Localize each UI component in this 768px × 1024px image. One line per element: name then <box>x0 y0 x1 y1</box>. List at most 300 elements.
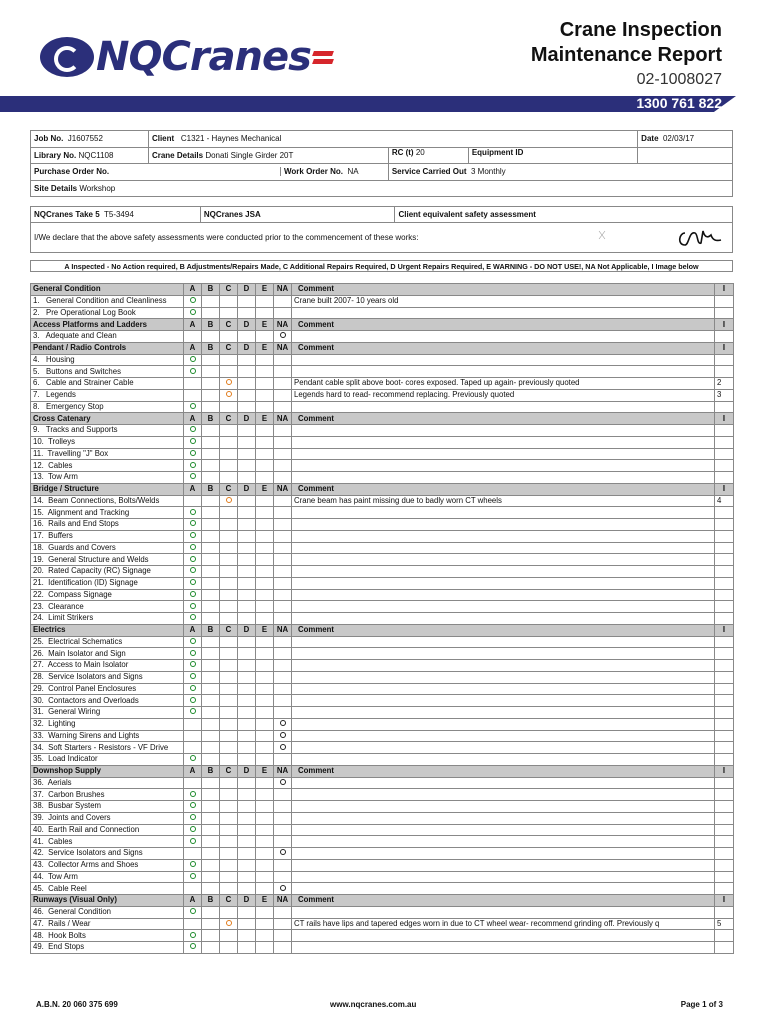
status-cell-na[interactable] <box>274 918 292 930</box>
status-cell-c[interactable] <box>220 295 238 307</box>
status-cell-na[interactable] <box>274 801 292 813</box>
status-cell-d[interactable] <box>238 824 256 836</box>
status-cell-a[interactable] <box>184 930 202 942</box>
comment-cell[interactable] <box>292 883 715 895</box>
status-cell-c[interactable] <box>220 530 238 542</box>
comment-cell[interactable] <box>292 848 715 860</box>
status-cell-na[interactable] <box>274 648 292 660</box>
comment-cell[interactable]: CT rails have lips and tapered edges worn in due to CT wheel wear- recommend grinding off. Previously q <box>292 918 715 930</box>
status-cell-c[interactable] <box>220 542 238 554</box>
comment-cell[interactable] <box>292 906 715 918</box>
status-cell-e[interactable] <box>256 460 274 472</box>
status-cell-d[interactable] <box>238 942 256 954</box>
status-cell-b[interactable] <box>202 883 220 895</box>
comment-cell[interactable] <box>292 530 715 542</box>
status-cell-b[interactable] <box>202 448 220 460</box>
comment-cell[interactable] <box>292 930 715 942</box>
status-cell-e[interactable] <box>256 859 274 871</box>
comment-cell[interactable] <box>292 366 715 378</box>
status-cell-na[interactable] <box>274 859 292 871</box>
status-cell-a[interactable] <box>184 331 202 343</box>
comment-cell[interactable] <box>292 671 715 683</box>
status-cell-d[interactable] <box>238 648 256 660</box>
status-cell-a[interactable] <box>184 519 202 531</box>
status-cell-a[interactable] <box>184 836 202 848</box>
status-cell-a[interactable] <box>184 695 202 707</box>
status-cell-c[interactable] <box>220 354 238 366</box>
status-cell-d[interactable] <box>238 401 256 413</box>
status-cell-a[interactable] <box>184 425 202 437</box>
comment-cell[interactable] <box>292 636 715 648</box>
status-cell-na[interactable] <box>274 577 292 589</box>
status-cell-e[interactable] <box>256 307 274 319</box>
status-cell-c[interactable] <box>220 566 238 578</box>
comment-cell[interactable] <box>292 577 715 589</box>
status-cell-c[interactable] <box>220 401 238 413</box>
status-cell-e[interactable] <box>256 730 274 742</box>
comment-cell[interactable]: Crane built 2007- 10 years old <box>292 295 715 307</box>
status-cell-na[interactable] <box>274 601 292 613</box>
status-cell-d[interactable] <box>238 883 256 895</box>
status-cell-b[interactable] <box>202 331 220 343</box>
status-cell-c[interactable] <box>220 777 238 789</box>
status-cell-a[interactable] <box>184 777 202 789</box>
status-cell-e[interactable] <box>256 366 274 378</box>
status-cell-na[interactable] <box>274 707 292 719</box>
status-cell-d[interactable] <box>238 707 256 719</box>
status-cell-b[interactable] <box>202 613 220 625</box>
status-cell-b[interactable] <box>202 718 220 730</box>
status-cell-b[interactable] <box>202 472 220 484</box>
comment-cell[interactable] <box>292 542 715 554</box>
status-cell-b[interactable] <box>202 460 220 472</box>
status-cell-a[interactable] <box>184 671 202 683</box>
status-cell-d[interactable] <box>238 660 256 672</box>
status-cell-b[interactable] <box>202 848 220 860</box>
status-cell-d[interactable] <box>238 554 256 566</box>
status-cell-na[interactable] <box>274 671 292 683</box>
status-cell-c[interactable] <box>220 389 238 401</box>
status-cell-e[interactable] <box>256 707 274 719</box>
comment-cell[interactable] <box>292 554 715 566</box>
status-cell-na[interactable] <box>274 883 292 895</box>
status-cell-b[interactable] <box>202 730 220 742</box>
status-cell-na[interactable] <box>274 448 292 460</box>
comment-cell[interactable] <box>292 824 715 836</box>
status-cell-a[interactable] <box>184 601 202 613</box>
status-cell-d[interactable] <box>238 472 256 484</box>
status-cell-na[interactable] <box>274 906 292 918</box>
status-cell-b[interactable] <box>202 354 220 366</box>
comment-cell[interactable] <box>292 730 715 742</box>
status-cell-d[interactable] <box>238 683 256 695</box>
status-cell-c[interactable] <box>220 801 238 813</box>
status-cell-d[interactable] <box>238 789 256 801</box>
status-cell-c[interactable] <box>220 366 238 378</box>
status-cell-a[interactable] <box>184 812 202 824</box>
status-cell-c[interactable] <box>220 589 238 601</box>
status-cell-b[interactable] <box>202 519 220 531</box>
status-cell-a[interactable] <box>184 354 202 366</box>
status-cell-a[interactable] <box>184 389 202 401</box>
status-cell-c[interactable] <box>220 718 238 730</box>
status-cell-e[interactable] <box>256 401 274 413</box>
status-cell-b[interactable] <box>202 636 220 648</box>
comment-cell[interactable] <box>292 707 715 719</box>
status-cell-e[interactable] <box>256 777 274 789</box>
status-cell-c[interactable] <box>220 436 238 448</box>
status-cell-na[interactable] <box>274 472 292 484</box>
status-cell-b[interactable] <box>202 707 220 719</box>
comment-cell[interactable] <box>292 777 715 789</box>
status-cell-d[interactable] <box>238 859 256 871</box>
status-cell-a[interactable] <box>184 530 202 542</box>
status-cell-a[interactable] <box>184 718 202 730</box>
status-cell-c[interactable] <box>220 871 238 883</box>
status-cell-a[interactable] <box>184 801 202 813</box>
status-cell-e[interactable] <box>256 871 274 883</box>
status-cell-e[interactable] <box>256 472 274 484</box>
status-cell-e[interactable] <box>256 613 274 625</box>
status-cell-d[interactable] <box>238 378 256 390</box>
status-cell-a[interactable] <box>184 378 202 390</box>
status-cell-na[interactable] <box>274 683 292 695</box>
status-cell-c[interactable] <box>220 859 238 871</box>
status-cell-c[interactable] <box>220 883 238 895</box>
status-cell-b[interactable] <box>202 366 220 378</box>
status-cell-d[interactable] <box>238 366 256 378</box>
comment-cell[interactable] <box>292 307 715 319</box>
status-cell-a[interactable] <box>184 472 202 484</box>
comment-cell[interactable] <box>292 871 715 883</box>
comment-cell[interactable] <box>292 425 715 437</box>
status-cell-b[interactable] <box>202 589 220 601</box>
status-cell-b[interactable] <box>202 425 220 437</box>
status-cell-na[interactable] <box>274 566 292 578</box>
status-cell-a[interactable] <box>184 742 202 754</box>
status-cell-d[interactable] <box>238 718 256 730</box>
status-cell-d[interactable] <box>238 906 256 918</box>
status-cell-c[interactable] <box>220 789 238 801</box>
status-cell-c[interactable] <box>220 577 238 589</box>
status-cell-b[interactable] <box>202 436 220 448</box>
status-cell-d[interactable] <box>238 331 256 343</box>
comment-cell[interactable] <box>292 801 715 813</box>
comment-cell[interactable] <box>292 942 715 954</box>
status-cell-d[interactable] <box>238 754 256 766</box>
status-cell-d[interactable] <box>238 601 256 613</box>
status-cell-c[interactable] <box>220 554 238 566</box>
status-cell-d[interactable] <box>238 495 256 507</box>
status-cell-b[interactable] <box>202 918 220 930</box>
status-cell-a[interactable] <box>184 918 202 930</box>
status-cell-e[interactable] <box>256 648 274 660</box>
comment-cell[interactable] <box>292 401 715 413</box>
status-cell-d[interactable] <box>238 777 256 789</box>
comment-cell[interactable] <box>292 683 715 695</box>
comment-cell[interactable] <box>292 836 715 848</box>
status-cell-a[interactable] <box>184 789 202 801</box>
comment-cell[interactable] <box>292 472 715 484</box>
status-cell-b[interactable] <box>202 542 220 554</box>
status-cell-d[interactable] <box>238 354 256 366</box>
status-cell-d[interactable] <box>238 848 256 860</box>
status-cell-d[interactable] <box>238 613 256 625</box>
status-cell-c[interactable] <box>220 507 238 519</box>
status-cell-e[interactable] <box>256 519 274 531</box>
status-cell-d[interactable] <box>238 389 256 401</box>
status-cell-e[interactable] <box>256 331 274 343</box>
status-cell-a[interactable] <box>184 507 202 519</box>
status-cell-d[interactable] <box>238 671 256 683</box>
status-cell-b[interactable] <box>202 906 220 918</box>
status-cell-a[interactable] <box>184 495 202 507</box>
status-cell-c[interactable] <box>220 730 238 742</box>
comment-cell[interactable] <box>292 742 715 754</box>
status-cell-e[interactable] <box>256 566 274 578</box>
comment-cell[interactable] <box>292 436 715 448</box>
status-cell-d[interactable] <box>238 460 256 472</box>
status-cell-a[interactable] <box>184 754 202 766</box>
comment-cell[interactable] <box>292 519 715 531</box>
status-cell-c[interactable] <box>220 613 238 625</box>
status-cell-b[interactable] <box>202 777 220 789</box>
status-cell-c[interactable] <box>220 707 238 719</box>
status-cell-na[interactable] <box>274 307 292 319</box>
status-cell-a[interactable] <box>184 448 202 460</box>
status-cell-a[interactable] <box>184 554 202 566</box>
status-cell-b[interactable] <box>202 660 220 672</box>
status-cell-e[interactable] <box>256 883 274 895</box>
status-cell-b[interactable] <box>202 401 220 413</box>
status-cell-a[interactable] <box>184 942 202 954</box>
status-cell-a[interactable] <box>184 566 202 578</box>
status-cell-e[interactable] <box>256 354 274 366</box>
status-cell-d[interactable] <box>238 566 256 578</box>
comment-cell[interactable] <box>292 718 715 730</box>
status-cell-e[interactable] <box>256 848 274 860</box>
status-cell-na[interactable] <box>274 836 292 848</box>
status-cell-e[interactable] <box>256 577 274 589</box>
status-cell-b[interactable] <box>202 801 220 813</box>
status-cell-d[interactable] <box>238 507 256 519</box>
comment-cell[interactable] <box>292 566 715 578</box>
status-cell-b[interactable] <box>202 836 220 848</box>
status-cell-d[interactable] <box>238 812 256 824</box>
status-cell-c[interactable] <box>220 812 238 824</box>
status-cell-d[interactable] <box>238 836 256 848</box>
status-cell-a[interactable] <box>184 648 202 660</box>
status-cell-b[interactable] <box>202 530 220 542</box>
status-cell-na[interactable] <box>274 589 292 601</box>
status-cell-e[interactable] <box>256 836 274 848</box>
status-cell-e[interactable] <box>256 448 274 460</box>
status-cell-e[interactable] <box>256 683 274 695</box>
status-cell-a[interactable] <box>184 436 202 448</box>
status-cell-c[interactable] <box>220 425 238 437</box>
status-cell-a[interactable] <box>184 707 202 719</box>
status-cell-d[interactable] <box>238 519 256 531</box>
status-cell-e[interactable] <box>256 801 274 813</box>
comment-cell[interactable] <box>292 460 715 472</box>
comment-cell[interactable] <box>292 812 715 824</box>
status-cell-b[interactable] <box>202 789 220 801</box>
status-cell-b[interactable] <box>202 683 220 695</box>
comment-cell[interactable] <box>292 695 715 707</box>
status-cell-e[interactable] <box>256 742 274 754</box>
status-cell-d[interactable] <box>238 695 256 707</box>
status-cell-e[interactable] <box>256 671 274 683</box>
status-cell-e[interactable] <box>256 906 274 918</box>
status-cell-na[interactable] <box>274 519 292 531</box>
status-cell-d[interactable] <box>238 577 256 589</box>
status-cell-b[interactable] <box>202 742 220 754</box>
status-cell-a[interactable] <box>184 307 202 319</box>
status-cell-a[interactable] <box>184 871 202 883</box>
status-cell-na[interactable] <box>274 366 292 378</box>
status-cell-d[interactable] <box>238 436 256 448</box>
status-cell-c[interactable] <box>220 836 238 848</box>
status-cell-b[interactable] <box>202 754 220 766</box>
status-cell-a[interactable] <box>184 460 202 472</box>
status-cell-a[interactable] <box>184 848 202 860</box>
status-cell-a[interactable] <box>184 401 202 413</box>
status-cell-e[interactable] <box>256 718 274 730</box>
status-cell-na[interactable] <box>274 436 292 448</box>
status-cell-na[interactable] <box>274 871 292 883</box>
status-cell-a[interactable] <box>184 295 202 307</box>
status-cell-d[interactable] <box>238 589 256 601</box>
status-cell-e[interactable] <box>256 812 274 824</box>
status-cell-c[interactable] <box>220 660 238 672</box>
status-cell-b[interactable] <box>202 378 220 390</box>
status-cell-c[interactable] <box>220 460 238 472</box>
status-cell-na[interactable] <box>274 495 292 507</box>
status-cell-na[interactable] <box>274 530 292 542</box>
status-cell-c[interactable] <box>220 683 238 695</box>
status-cell-na[interactable] <box>274 812 292 824</box>
status-cell-e[interactable] <box>256 754 274 766</box>
status-cell-na[interactable] <box>274 754 292 766</box>
status-cell-a[interactable] <box>184 542 202 554</box>
status-cell-b[interactable] <box>202 566 220 578</box>
status-cell-c[interactable] <box>220 601 238 613</box>
comment-cell[interactable] <box>292 789 715 801</box>
status-cell-b[interactable] <box>202 389 220 401</box>
status-cell-na[interactable] <box>274 777 292 789</box>
comment-cell[interactable] <box>292 648 715 660</box>
status-cell-e[interactable] <box>256 789 274 801</box>
status-cell-a[interactable] <box>184 906 202 918</box>
status-cell-b[interactable] <box>202 695 220 707</box>
comment-cell[interactable] <box>292 448 715 460</box>
status-cell-na[interactable] <box>274 660 292 672</box>
status-cell-na[interactable] <box>274 401 292 413</box>
status-cell-d[interactable] <box>238 425 256 437</box>
comment-cell[interactable] <box>292 859 715 871</box>
status-cell-d[interactable] <box>238 930 256 942</box>
website-link[interactable]: www.nqcranes.com.au <box>330 1000 417 1009</box>
status-cell-c[interactable] <box>220 930 238 942</box>
status-cell-b[interactable] <box>202 930 220 942</box>
comment-cell[interactable] <box>292 754 715 766</box>
status-cell-c[interactable] <box>220 307 238 319</box>
status-cell-e[interactable] <box>256 589 274 601</box>
status-cell-c[interactable] <box>220 448 238 460</box>
comment-cell[interactable]: Legends hard to read- recommend replacing. Previously quoted <box>292 389 715 401</box>
status-cell-b[interactable] <box>202 507 220 519</box>
status-cell-na[interactable] <box>274 378 292 390</box>
status-cell-c[interactable] <box>220 648 238 660</box>
status-cell-a[interactable] <box>184 824 202 836</box>
status-cell-b[interactable] <box>202 307 220 319</box>
status-cell-c[interactable] <box>220 848 238 860</box>
status-cell-e[interactable] <box>256 695 274 707</box>
status-cell-na[interactable] <box>274 389 292 401</box>
status-cell-na[interactable] <box>274 718 292 730</box>
status-cell-na[interactable] <box>274 695 292 707</box>
status-cell-e[interactable] <box>256 436 274 448</box>
status-cell-a[interactable] <box>184 636 202 648</box>
status-cell-d[interactable] <box>238 871 256 883</box>
status-cell-e[interactable] <box>256 507 274 519</box>
status-cell-c[interactable] <box>220 636 238 648</box>
status-cell-c[interactable] <box>220 695 238 707</box>
status-cell-a[interactable] <box>184 613 202 625</box>
status-cell-na[interactable] <box>274 542 292 554</box>
status-cell-e[interactable] <box>256 824 274 836</box>
status-cell-na[interactable] <box>274 789 292 801</box>
status-cell-na[interactable] <box>274 730 292 742</box>
status-cell-b[interactable] <box>202 495 220 507</box>
status-cell-e[interactable] <box>256 542 274 554</box>
status-cell-c[interactable] <box>220 378 238 390</box>
status-cell-na[interactable] <box>274 354 292 366</box>
status-cell-a[interactable] <box>184 883 202 895</box>
status-cell-b[interactable] <box>202 601 220 613</box>
status-cell-na[interactable] <box>274 331 292 343</box>
comment-cell[interactable] <box>292 331 715 343</box>
status-cell-d[interactable] <box>238 448 256 460</box>
status-cell-d[interactable] <box>238 542 256 554</box>
status-cell-e[interactable] <box>256 601 274 613</box>
status-cell-b[interactable] <box>202 577 220 589</box>
status-cell-e[interactable] <box>256 660 274 672</box>
status-cell-a[interactable] <box>184 730 202 742</box>
status-cell-c[interactable] <box>220 918 238 930</box>
status-cell-na[interactable] <box>274 295 292 307</box>
comment-cell[interactable]: Pendant cable split above boot- cores exposed. Taped up again- previously quoted <box>292 378 715 390</box>
status-cell-e[interactable] <box>256 425 274 437</box>
status-cell-na[interactable] <box>274 848 292 860</box>
status-cell-d[interactable] <box>238 742 256 754</box>
status-cell-a[interactable] <box>184 366 202 378</box>
status-cell-na[interactable] <box>274 460 292 472</box>
status-cell-b[interactable] <box>202 554 220 566</box>
comment-cell[interactable] <box>292 354 715 366</box>
status-cell-c[interactable] <box>220 742 238 754</box>
status-cell-a[interactable] <box>184 683 202 695</box>
comment-cell[interactable] <box>292 589 715 601</box>
comment-cell[interactable] <box>292 613 715 625</box>
status-cell-b[interactable] <box>202 671 220 683</box>
status-cell-c[interactable] <box>220 472 238 484</box>
comment-cell[interactable] <box>292 660 715 672</box>
status-cell-b[interactable] <box>202 859 220 871</box>
status-cell-d[interactable] <box>238 530 256 542</box>
status-cell-e[interactable] <box>256 942 274 954</box>
status-cell-na[interactable] <box>274 554 292 566</box>
